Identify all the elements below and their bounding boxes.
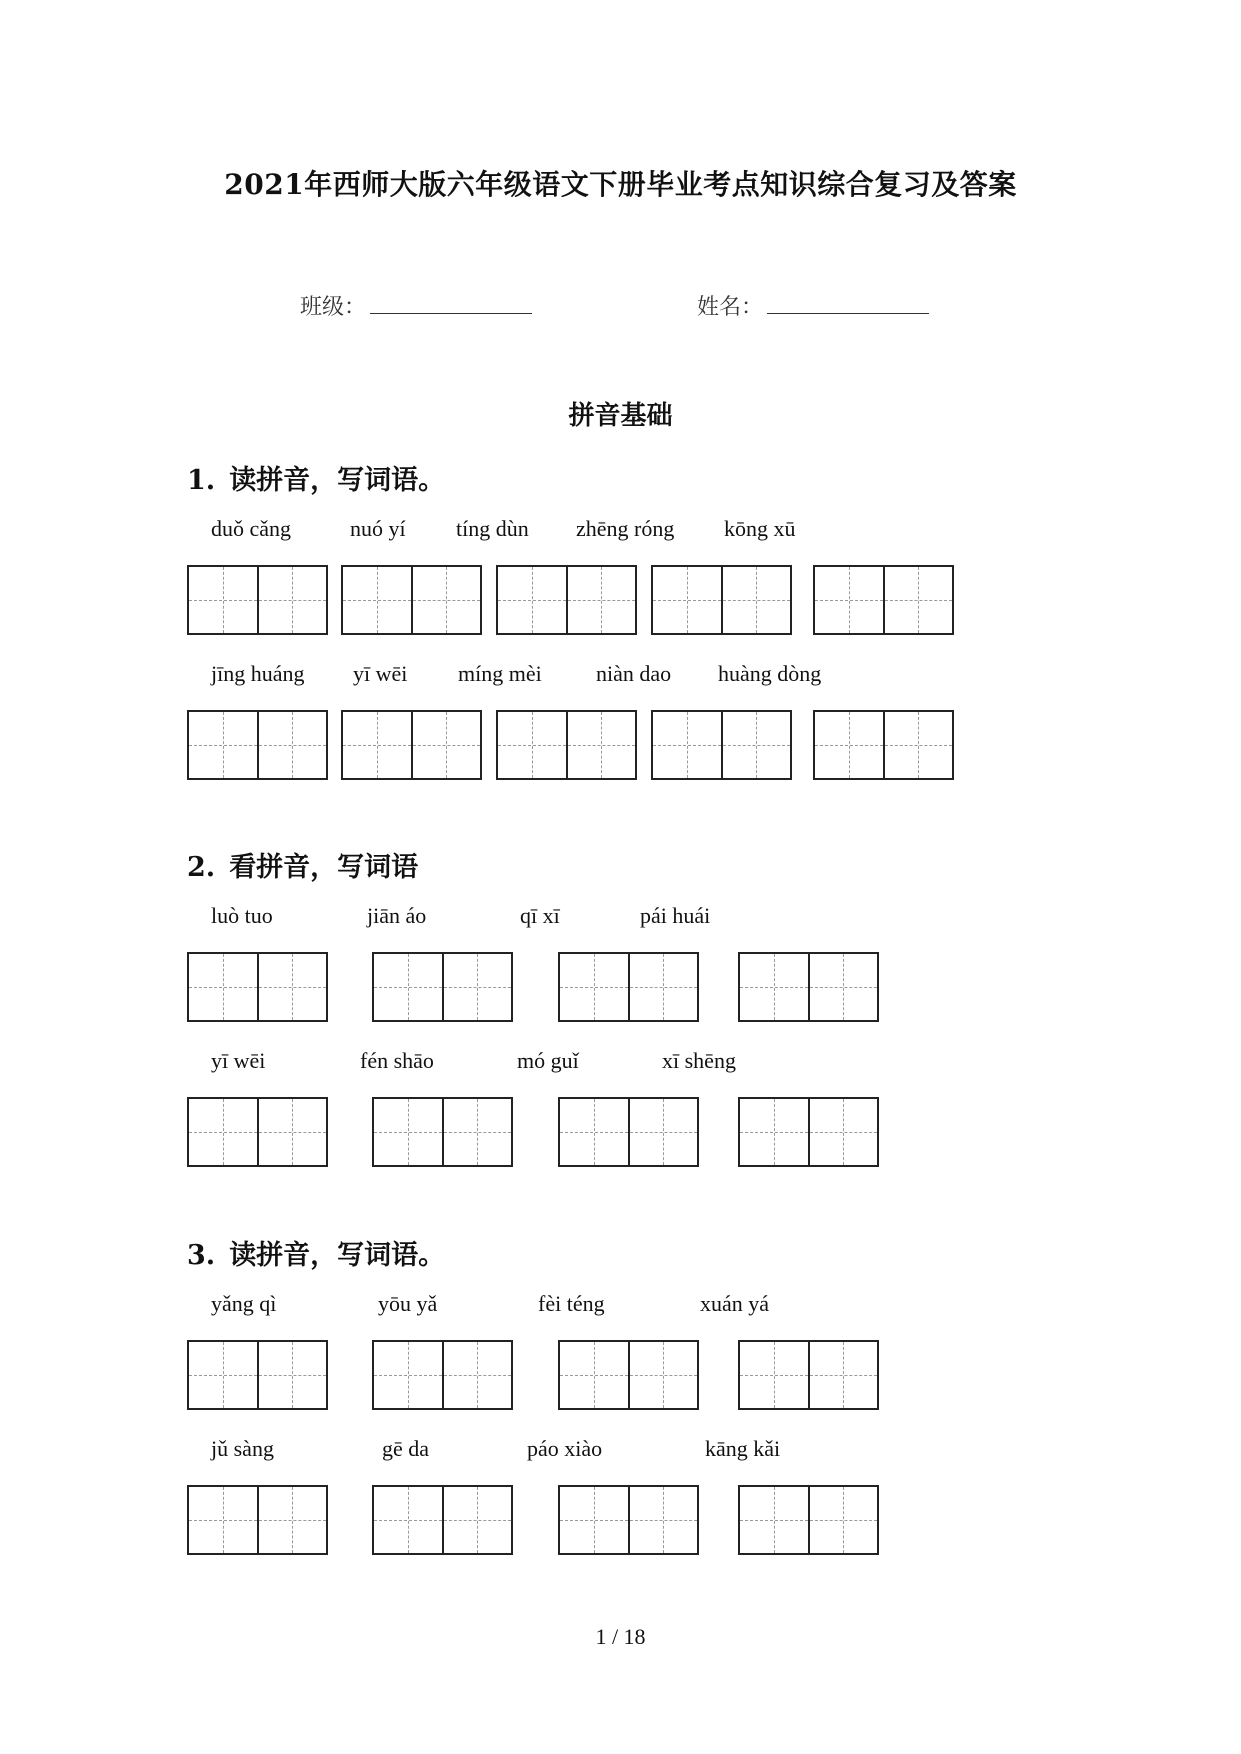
character-box[interactable] [372, 1097, 513, 1167]
character-box[interactable] [187, 710, 328, 780]
class-label: 班级： [300, 295, 367, 320]
pinyin-label: zhēng róng [576, 516, 675, 541]
character-box[interactable] [738, 1340, 879, 1410]
pinyin-label: xuán yá [700, 1291, 770, 1316]
section-title: 拼音基础 [568, 401, 673, 431]
pinyin-label: jǔ sàng [211, 1436, 274, 1461]
pinyin-label: tíng dùn [456, 516, 529, 541]
character-box[interactable] [372, 1485, 513, 1555]
pinyin-label: gē da [382, 1436, 430, 1461]
character-box[interactable] [187, 565, 328, 635]
page-number: 1 / 18 [595, 1624, 646, 1649]
pinyin-label: jīng huáng [211, 661, 305, 686]
class-field [300, 290, 532, 321]
pinyin-label: luò tuo [211, 903, 273, 928]
character-box[interactable] [738, 1097, 879, 1167]
pinyin-label: yōu yǎ [378, 1291, 438, 1316]
character-box[interactable] [558, 1097, 699, 1167]
character-box[interactable] [738, 952, 879, 1022]
pinyin-label: yī wēi [353, 661, 408, 686]
pinyin-label: mó guǐ [517, 1048, 579, 1073]
character-box[interactable] [187, 1485, 328, 1555]
pinyin-label: nuó yí [350, 516, 406, 541]
character-box[interactable] [372, 1340, 513, 1410]
character-box[interactable] [341, 565, 482, 635]
pinyin-label: páo xiào [527, 1436, 603, 1461]
document-title: 2021年西师大版六年级语文下册毕业考点知识综合复习及答案 [224, 168, 1017, 201]
question-2-heading [187, 845, 418, 884]
character-box[interactable] [813, 710, 954, 780]
pinyin-label: kōng xū [724, 516, 796, 541]
pinyin-label: niàn dao [596, 661, 672, 686]
character-box[interactable] [496, 565, 637, 635]
pinyin-label: xī shēng [662, 1048, 736, 1073]
pinyin-label: kāng kǎi [705, 1436, 781, 1461]
question-3-number: 3. [187, 1240, 216, 1271]
character-box[interactable] [187, 952, 328, 1022]
pinyin-label: míng mèi [458, 661, 542, 686]
name-field [697, 290, 929, 321]
name-blank[interactable] [767, 295, 929, 314]
character-box[interactable] [341, 710, 482, 780]
question-1-number: 1. [187, 465, 216, 496]
pinyin-label: pái huái [640, 903, 711, 928]
character-box[interactable] [651, 565, 792, 635]
question-3-text: 读拼音，写词语。 [229, 1240, 446, 1271]
class-blank[interactable] [370, 295, 532, 314]
character-box[interactable] [372, 952, 513, 1022]
character-box[interactable] [738, 1485, 879, 1555]
pinyin-label: yǎng qì [211, 1291, 277, 1316]
character-box[interactable] [651, 710, 792, 780]
question-3-heading [187, 1233, 445, 1272]
question-2-number: 2. [187, 852, 216, 883]
character-box[interactable] [187, 1097, 328, 1167]
character-box[interactable] [558, 1485, 699, 1555]
name-label: 姓名： [697, 295, 764, 320]
question-2-text: 看拼音，写词语 [229, 852, 419, 883]
pinyin-label: fèi téng [538, 1291, 605, 1316]
character-box[interactable] [558, 952, 699, 1022]
pinyin-label: duǒ cǎng [211, 516, 292, 541]
pinyin-label: huàng dòng [718, 661, 822, 686]
pinyin-label: jiān áo [367, 903, 427, 928]
question-1-heading [187, 458, 445, 497]
pinyin-label: qī xī [520, 903, 560, 928]
pinyin-label: fén shāo [360, 1048, 434, 1073]
question-1-text: 读拼音，写词语。 [229, 465, 446, 496]
character-box[interactable] [558, 1340, 699, 1410]
character-box[interactable] [187, 1340, 328, 1410]
character-box[interactable] [496, 710, 637, 780]
character-box[interactable] [813, 565, 954, 635]
pinyin-label: yī wēi [211, 1048, 266, 1073]
